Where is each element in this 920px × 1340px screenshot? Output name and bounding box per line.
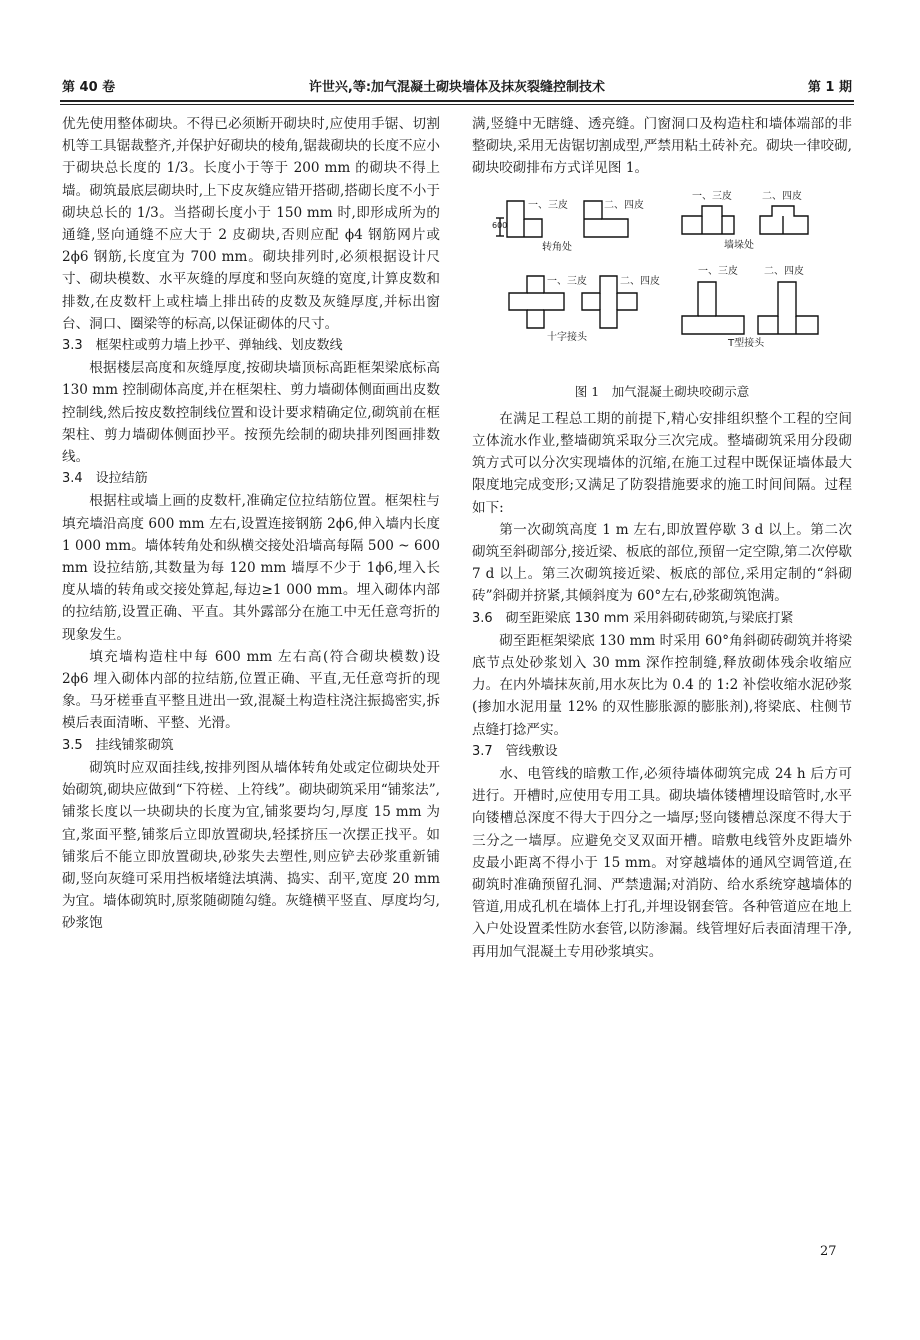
right-column — [472, 113, 852, 963]
tee-label-b: 二、四皮 — [764, 265, 804, 277]
wall-label-b: 二、四皮 — [762, 190, 802, 202]
cross-label-b: 二、四皮 — [620, 275, 660, 287]
paragraph: 优先使用整体砌块。不得已必须断开砌块时,应使用手锯、切割机等工具锯裁整齐,并保护好砌块的棱角,锯裁砌块的长度不应小于砌块总长度的 1/3。长度小于等于 200 mm 的砌块不得上墙。砌筑最底层砌块时,上下皮灰缝应错开搭砌,搭砌长度不小于砌块总长的 1/3。当搭砌长度小于 150 mm 时,即形成所为的通缝,竖向通缝不应大于 2 皮砌块,否则应配 ϕ4 钢筋网片或 2ϕ6 钢筋,长度宜为 700 mm。砌块排列时,必须根据设计尺寸、砌块模数、水平灰缝的厚度和竖向灰缝的宽度,计算皮数和排数,在皮数杆上或柱墙上排出砖的皮数及灰缝厚度,并标出窗台、洞口、圈梁等的标高,以保证砌体的尺寸。 — [62, 116, 440, 332]
cross-caption: 十字接头 — [547, 331, 587, 343]
section-heading-3-6: 3.6 砌至距梁底 130 mm 采用斜砌砖砌筑,与梁底打紧 — [472, 610, 794, 626]
dimension-label: 600 — [492, 220, 508, 230]
paragraph: 根据柱或墙上画的皮数杆,准确定位拉结筋位置。框架柱与填充墙沿高度 600 mm 左右,设置连接钢筋 2ϕ6,伸入墙内长度 1 000 mm。墙体转角处和纵横交接处沿墙高每隔 500 ~ 600 mm 设拉结筋,其数量为每 120 mm 墙厚不少于 1ϕ6,埋入长度从墙的转角或交接处算起,每边≥1 000 mm。埋入砌体内部的拉结筋,设置正确、平直。其外露部分在施工中无任意弯折的现象发生。 — [62, 493, 440, 643]
header-rule-thick — [60, 100, 854, 102]
wall-caption: 墙垛处 — [724, 239, 754, 251]
cross-label-a: 一、三皮 — [547, 275, 587, 287]
header-issue: 第 1 期 — [807, 80, 852, 95]
figure-caption: 图 1 加气混凝土砌块咬砌示意 — [574, 383, 750, 399]
wall-label-a: 一、三皮 — [692, 190, 732, 202]
left-column — [62, 113, 440, 935]
corner-caption: 转角处 — [542, 241, 572, 253]
paragraph: 水、电管线的暗敷工作,必须待墙体砌筑完成 24 h 后方可进行。开槽时,应使用专用工具。砌块墙体镂槽埋设暗管时,水平向镂槽总深度不得大于四分之一墙厚;竖向镂槽总深度不得大于三分之一墙厚。应避免交叉双面开槽。暗敷电线管外皮距墙外皮最小距离不得小于 15 mm。对穿越墙体的通风空调管道,在砌筑时准确预留孔洞、严禁遗漏;对消防、给水系统穿越墙体的管道,用成孔机在墙体上打孔,并埋设钢套管。各种管道应在地上入户处设置柔性防水套管,以防渗漏。线管埋好后表面清理干净,再用加气混凝土专用砂浆填实。 — [472, 766, 852, 960]
tee-caption: T型接头 — [728, 337, 765, 349]
page-number: 27 — [820, 1244, 837, 1259]
tee-layout-b — [758, 282, 818, 334]
paragraph: 砌筑时应双面挂线,按排列图从墙体转角处或定位砌块处开始砌筑,砌块应做到“下符槎、上符线”。砌块砌筑采用“铺浆法”,铺浆长度以一块砌块的长度为宜,铺浆要均匀,厚度 15 mm 为宜,浆面平整,铺浆后立即放置砌块,轻揉挤压一次摆正找平。如铺浆后不能立即放置砌块,砂浆失去塑性,则应铲去砂浆重新铺砌,竖向灰缝可采用挡板堵缝法填满、捣实、刮平,宽度 20 mm 为宜。墙体砌筑时,原浆随砌随勾缝。灰缝横平竖直、厚度均匀,砂浆饱 — [62, 759, 440, 932]
running-header — [62, 74, 852, 100]
corner-label-b: 二、四皮 — [604, 199, 644, 211]
tee-layout-a — [682, 282, 744, 334]
paragraph: 根据楼层高度和灰缝厚度,按砌块墙顶标高距框架梁底标高 130 mm 控制砌体高度,并在框架柱、剪力墙砌体侧面画出皮数控制线,然后按皮数控制线位置和设计要求精确定位,砌筑前在框架柱、剪力墙砌体侧面抄平。按预先绘制的砌块排列图画排数线。 — [62, 360, 440, 466]
section-heading-3-5: 3.5 挂线铺浆砌筑 — [62, 737, 174, 753]
block-interlock-diagram — [472, 186, 852, 379]
section-heading-3-3: 3.3 框架柱或剪力墙上抄平、弹轴线、划皮数线 — [62, 338, 343, 354]
paragraph: 填充墙构造柱中每 600 mm 左右高(符合砌块模数)设 2ϕ6 埋入砌体内部的拉结筋,位置正确、平直,无任意弯折的现象。马牙槎垂直平整且进出一致,混凝土构造柱浇注振捣密实,拆模后表面清晰、平整、光滑。 — [62, 648, 440, 732]
paragraph: 第一次砌筑高度 1 m 左右,即放置停歇 3 d 以上。第二次砌筑至斜砌部分,接近梁、板底的部位,预留一定空隙,第二次停歇 7 d 以上。第三次砌筑接近梁、板底的部位,采用定制的“斜砌砖”斜砌并挤紧,其倾斜度为 60°左右,砂浆砌筑饱满。 — [472, 521, 852, 605]
tee-label-a: 一、三皮 — [698, 265, 738, 277]
paragraph: 满,竖缝中无瞎缝、透亮缝。门窗洞口及构造柱和墙体端部的非整砌块,采用无齿锯切割成型,严禁用粘土砖补充。砌块一律咬砌,砌块咬砌排布方式详见图 1。 — [472, 116, 852, 177]
paragraph: 在满足工程总工期的前提下,精心安排组织整个工程的空间立体流水作业,整墙砌筑采取分三次完成。整墙砌筑采用分段砌筑方式可以分次实现墙体的沉缩,在施工过程中既保证墙体最大限度地完成变形;又满足了防裂措施要求的施工时间间隔。过程如下: — [472, 410, 852, 516]
section-heading-3-7: 3.7 管线敷设 — [472, 743, 558, 759]
header-volume: 第 40 卷 — [62, 80, 116, 95]
figure-1 — [472, 186, 852, 379]
header-title: 许世兴,等:加气混凝土砌块墙体及抹灰裂缝控制技术 — [308, 80, 606, 95]
corner-label-a: 一、三皮 — [528, 199, 568, 211]
header-rule-thin — [60, 104, 854, 105]
section-heading-3-4: 3.4 设拉结筋 — [62, 471, 148, 487]
wall-pier-layout-a — [682, 206, 734, 234]
paragraph: 砌至距框架梁底 130 mm 时采用 60°角斜砌砖砌筑并将梁底节点处砂浆划入 30 mm 深作控制缝,释放砌体残余收缩应力。在内外墙抹灰前,用水灰比为 0.4 的 1:2 补偿收缩水泥砂浆(掺加水泥用量 12% 的双性膨胀源的膨胀剂),将梁底、柱侧节点缝打捻严实。 — [472, 632, 852, 738]
wall-pier-layout-b — [760, 206, 808, 234]
